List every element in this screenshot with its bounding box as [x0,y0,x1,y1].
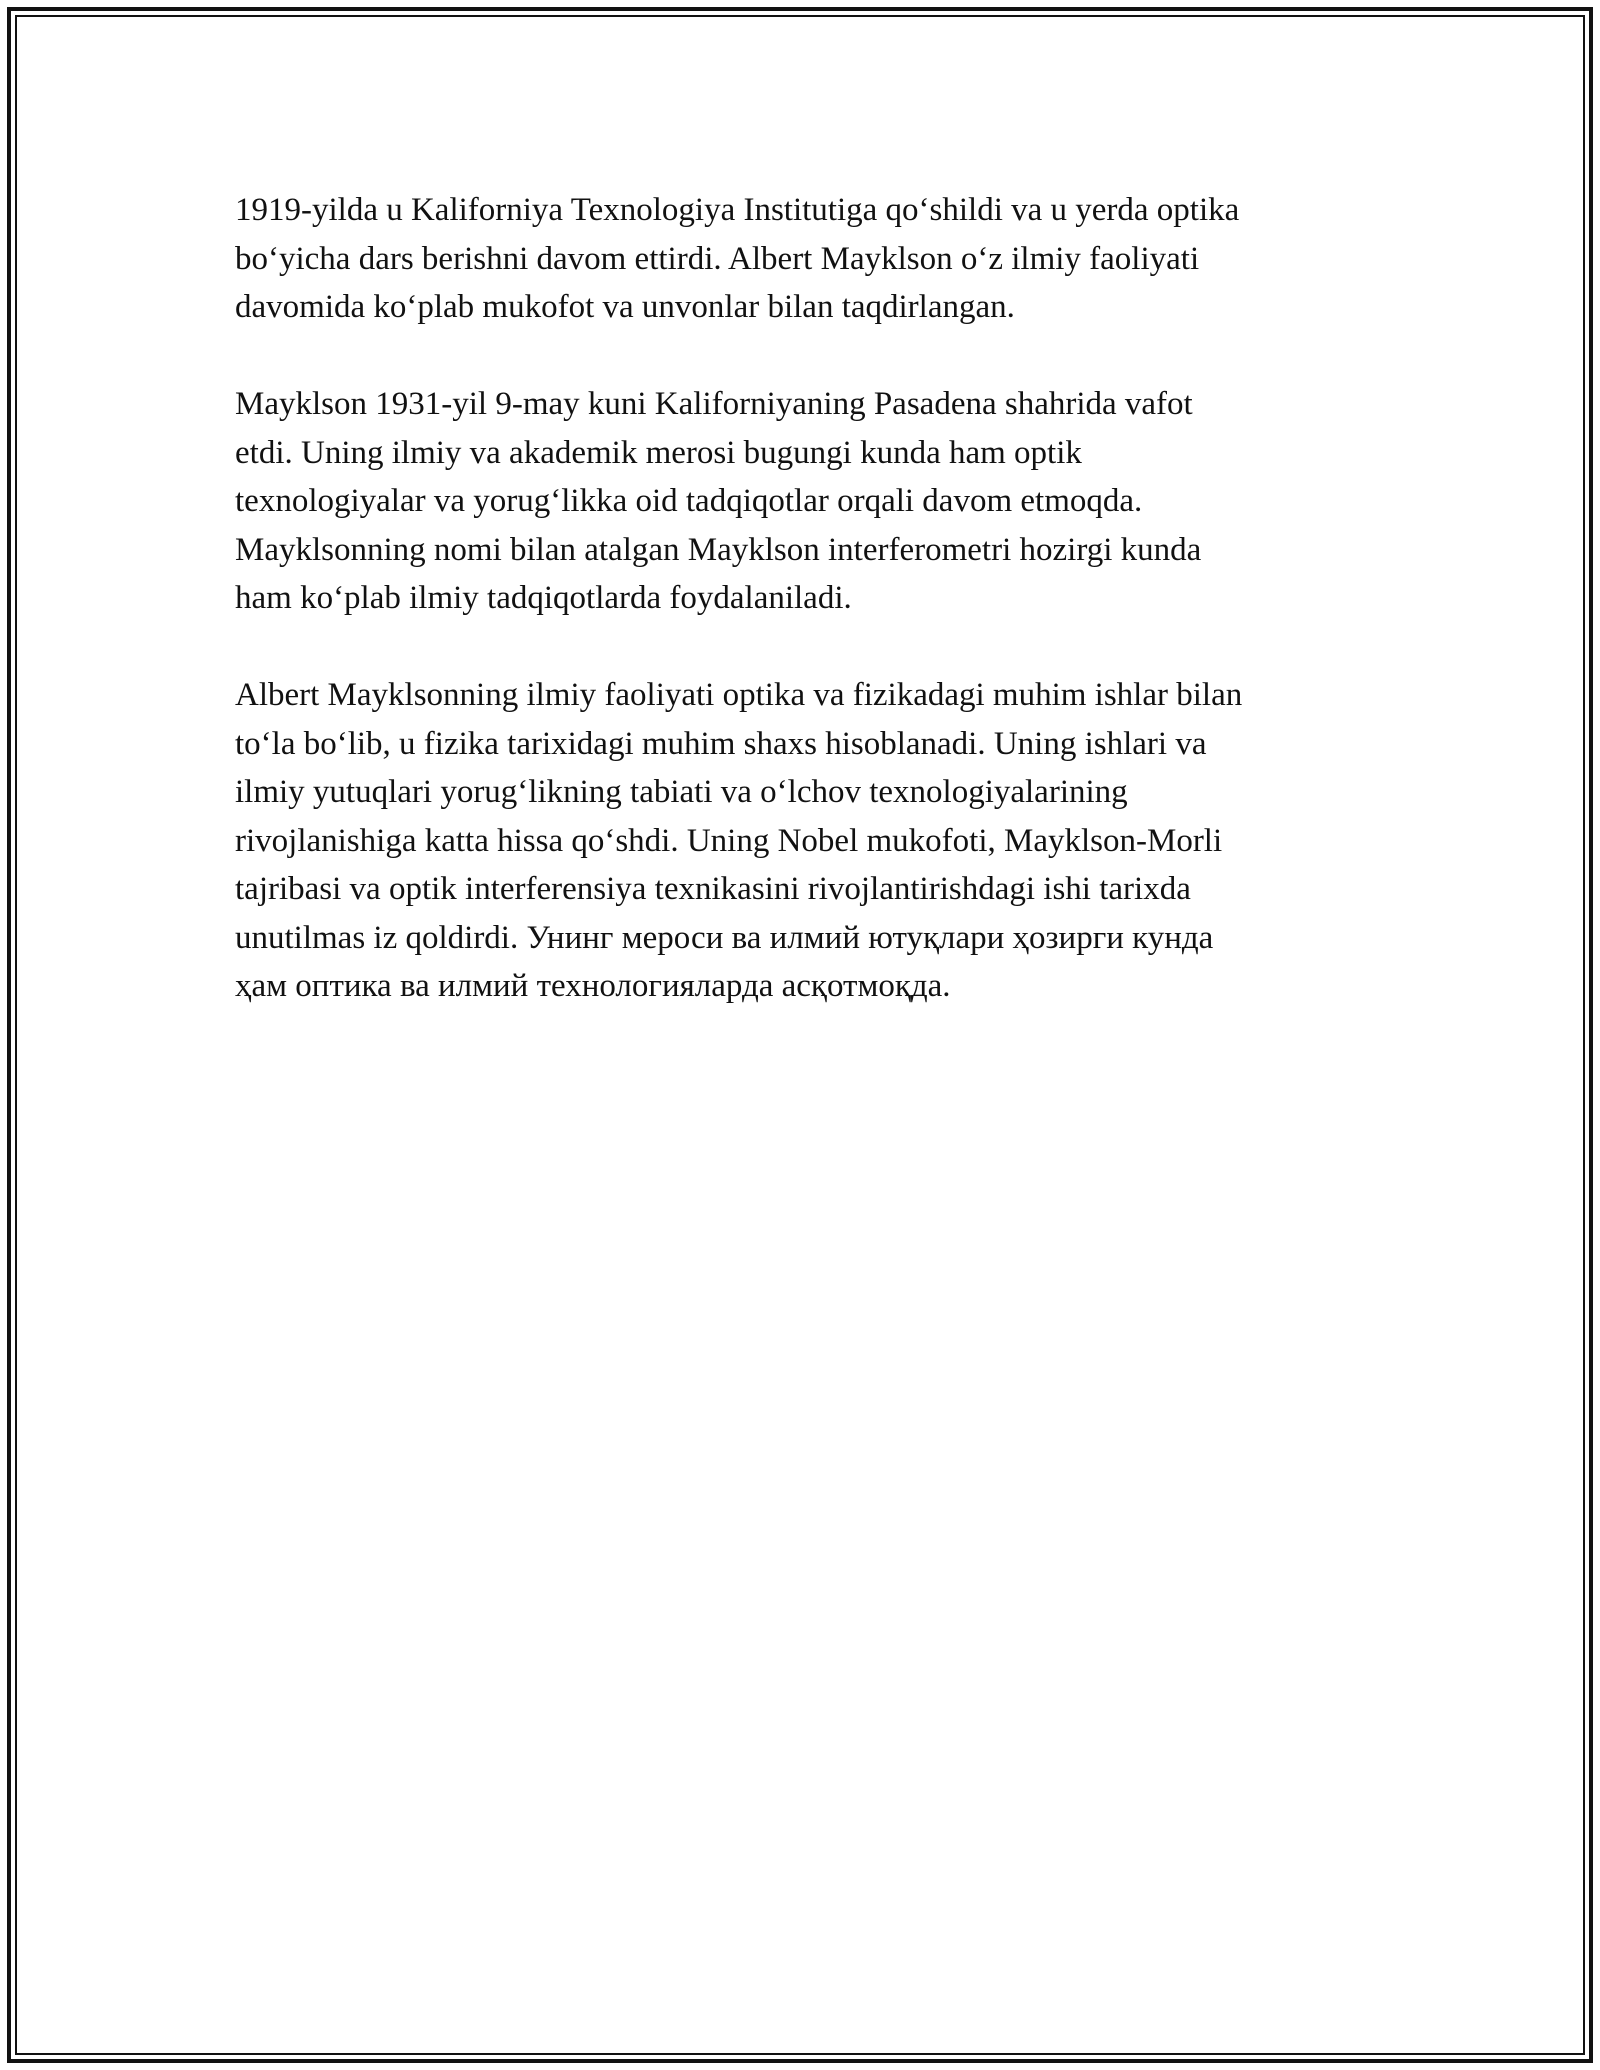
text-line: 1919-yilda u Kaliforniya Texnologiya Institutiga qoʻshildi va u yerda optika [235,192,1240,228]
paragraph-2 [235,380,1365,623]
document-body [235,186,1365,1059]
text-line: davomida koʻplab mukofot va unvonlar bilan taqdirlangan. [235,289,1015,325]
text-line: ilmiy yutuqlari yorugʻlikning tabiati va oʻlchov texnologiyalarining [235,774,1128,810]
text-line: unutilmas iz qoldirdi. Унинг мероси ва илмий ютуқлари ҳозирги кунда [235,919,1214,956]
text-line: Mayklsonning nomi bilan atalgan Mayklson interferometri hozirgi kunda [235,531,1202,568]
text-line: toʻla boʻlib, u fizika tarixidagi muhim shaxs hisoblanadi. Uning ishlari va [235,725,1207,762]
text-line: Mayklson 1931-yil 9-may kuni Kaliforniyaning Pasadena shahrida vafot [235,386,1193,422]
text-line: etdi. Uning ilmiy va akademik merosi bugungi kunda ham optik [235,434,1082,471]
text-line: ham koʻplab ilmiy tadqiqotlarda foydalaniladi. [235,580,852,616]
text-line: rivojlanishiga katta hissa qoʻshdi. Uning Nobel mukofoti, Mayklson-Morli [235,822,1223,859]
text-line: texnologiyalar va yorugʻlikka oid tadqiqotlar orqali davom etmoqda. [235,483,1143,519]
text-line: boʻyicha dars berishni davom ettirdi. Albert Mayklson oʻz ilmiy faoliyati [235,240,1200,277]
paragraph-3 [235,671,1365,1011]
text-line: Albert Mayklsonning ilmiy faoliyati optika va fizikadagi muhim ishlar bilan [235,677,1243,713]
text-line: tajribasi va optik interferensiya texnikasini rivojlantirishdagi ishi tarixda [235,871,1191,907]
text-line: ҳам оптика ва илмий технологияларда асқотмоқда. [235,968,951,1004]
paragraph-1 [235,186,1365,332]
